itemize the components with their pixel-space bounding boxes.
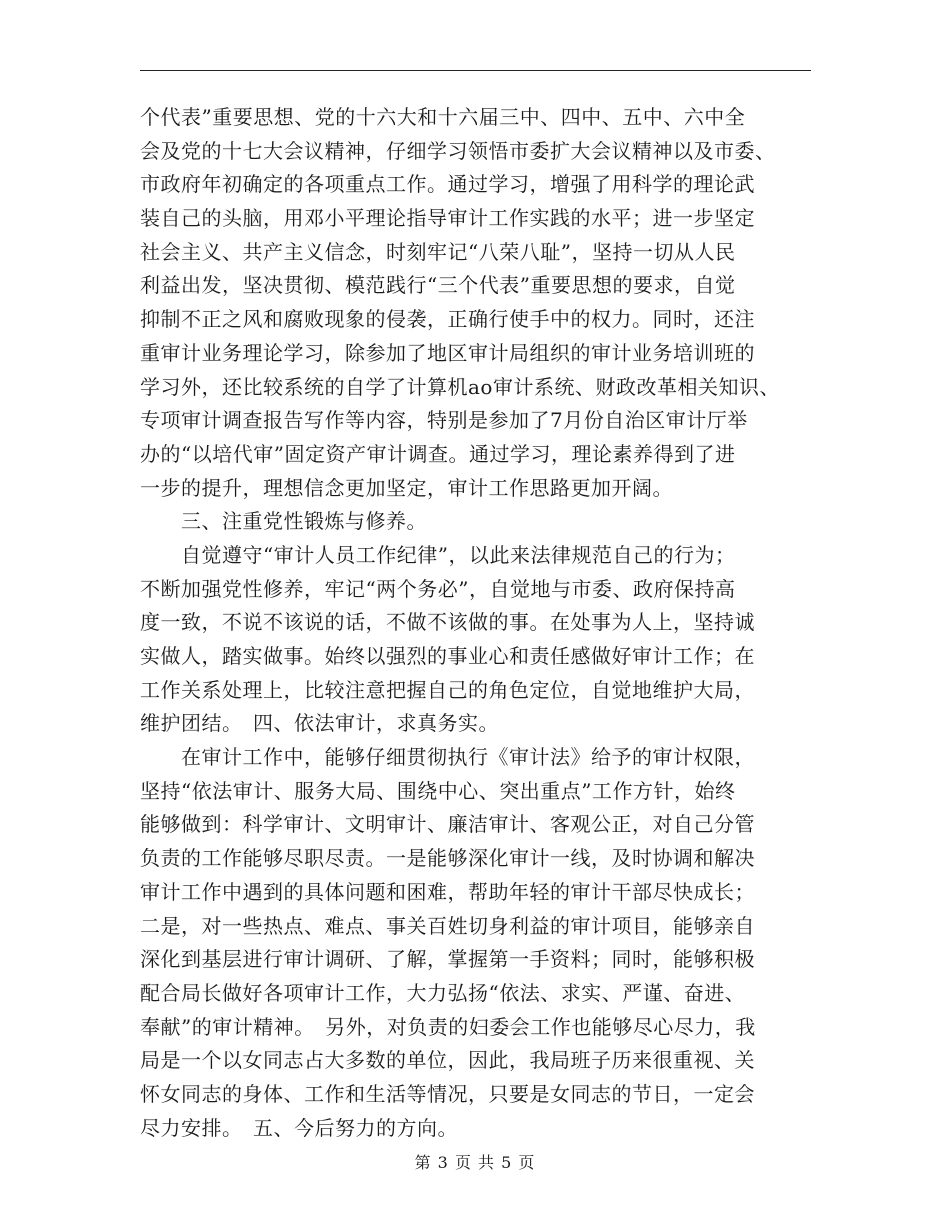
text-line: 实做人，踏实做事。始终以强烈的事业心和责任感做好审计工作；在 <box>140 644 755 668</box>
section-heading-3: 三、注重党性锻炼与修养。 <box>140 509 427 534</box>
text-line: 配合局长做好各项审计工作，大力弘扬“依法、求实、严谨、奋进、 <box>140 980 746 1005</box>
text-line: 坚持“依法审计、服务大局、围绕中心、突出重点”工作方针，始终 <box>140 778 736 803</box>
header-rule <box>140 70 811 71</box>
text-line: 深化到基层进行审计调研、了解，掌握第一手资料；同时，能够积极 <box>140 947 755 972</box>
text-line: 一步的提升，理想信念更加坚定，审计工作思路更加开阔。 <box>140 475 673 500</box>
text-line: 局是一个以女同志占大多数的单位，因此，我局班子历来很重视、关 <box>140 1048 755 1073</box>
text-line: 奉献”的审计精神。 另外，对负责的妇委会工作也能够尽心尽力，我 <box>140 1014 756 1039</box>
text-line: 工作关系处理上，比较注意把握自己的角色定位，自觉地维护大局， <box>140 677 755 702</box>
text-line: 在审计工作中，能够仔细贯彻执行《审计法》给予的审计权限， <box>140 745 755 770</box>
page-number-footer: 第 3 页 共 5 页 <box>414 1153 536 1172</box>
text-line: 专项审计调查报告写作等内容，特别是参加了7月份自治区审计厅举 <box>140 408 748 433</box>
text-line: 负责的工作能够尽职尽责。一是能够深化审计一线，及时协调和解决 <box>140 846 755 871</box>
text-line: 审计工作中遇到的具体问题和困难，帮助年轻的审计干部尽快成长； <box>140 879 755 904</box>
text-line: 能够做到：科学审计、文明审计、廉洁审计、客观公正，对自己分管 <box>140 812 755 837</box>
text-line: 社会主义、共产主义信念，时刻牢记“八荣八耻”，坚持一切从人民 <box>140 239 736 264</box>
text-line: 重审计业务理论学习，除参加了地区审计局组织的审计业务培训班的 <box>140 340 755 365</box>
text-line: 怀女同志的身体、工作和生活等情况，只要是女同志的节日，一定会 <box>140 1081 755 1106</box>
text-line: 度一致，不说不该说的话，不做不该做的事。在处事为人上，坚持诚 <box>140 610 755 635</box>
text-line: 学习外，还比较系统的自学了计算机ao审计系统、财政改革相关知识、 <box>140 374 780 399</box>
text-line: 自觉遵守“审计人员工作纪律”，以此来法律规范自己的行为； <box>140 542 736 567</box>
text-line: 抑制不正之风和腐败现象的侵袭，正确行使手中的权力。同时，还注 <box>140 307 755 332</box>
text-line: 维护团结。 四、依法审计，求真务实。 <box>140 711 499 736</box>
text-line: 尽力安排。 五、今后努力的方向。 <box>140 1115 458 1140</box>
text-line: 装自己的头脑，用邓小平理论指导审计工作实践的水平；进一步坚定 <box>140 206 755 231</box>
text-line: 会及党的十七大会议精神，仔细学习领悟市委扩大会议精神以及市委、 <box>140 138 776 163</box>
document-body <box>140 101 820 1145</box>
text-line: 市政府年初确定的各项重点工作。通过学习，增强了用科学的理论武 <box>140 172 755 197</box>
text-line: 个代表”重要思想、党的十六大和十六届三中、四中、五中、六中全 <box>140 105 746 129</box>
text-line: 二是，对一些热点、难点、事关百姓切身利益的审计项目，能够亲自 <box>140 913 755 938</box>
text-line: 利益出发，坚决贯彻、模范践行“三个代表”重要思想的要求，自觉 <box>140 273 736 298</box>
text-line: 不断加强党性修养，牢记“两个务必”，自觉地与市委、政府保持高 <box>140 576 736 601</box>
text-line: 办的“以培代审”固定资产审计调查。通过学习，理论素养得到了进 <box>140 441 736 466</box>
